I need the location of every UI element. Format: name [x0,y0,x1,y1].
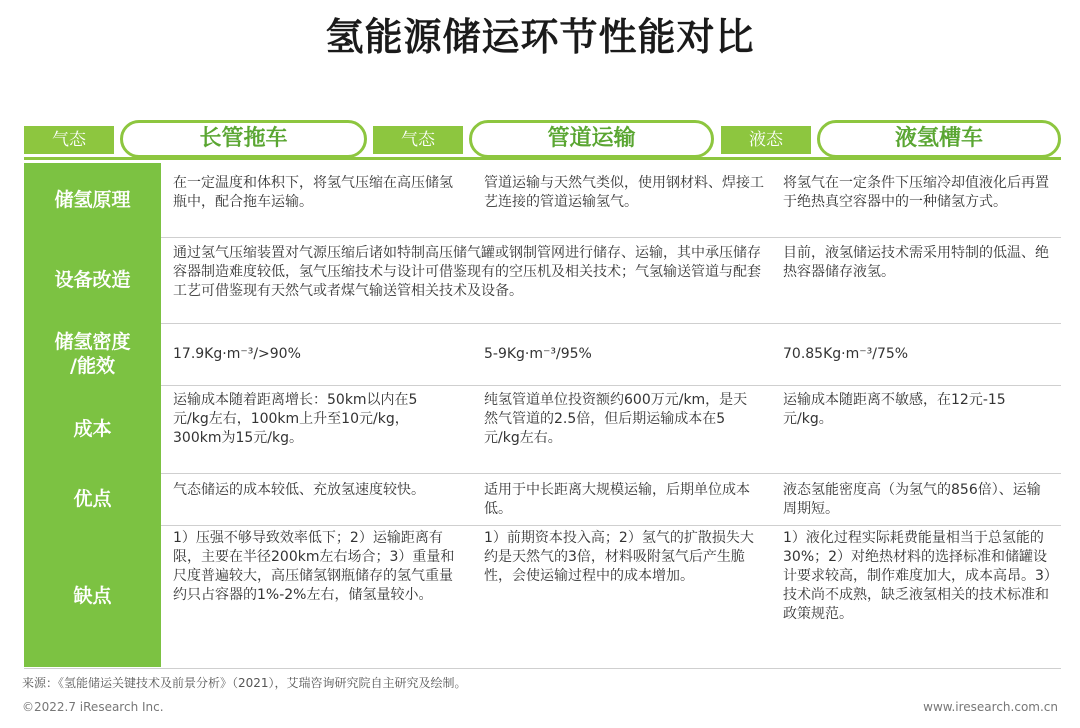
state-tag-gas-2: 气态 [373,126,463,154]
cell-equipment-gas-merged: 通过氢气压缩装置对气源压缩后诸如特制高压储气罐或钢制管网进行储存、运输，其中承压储存容器制造难度较低，氢气压缩技术与设计可借鉴现有的空压机及相关技术；气氢输送管道与配套工艺可借鉴现有天然气或者煤气输送管相关技术及设备。 [173,245,761,299]
cell-cost-liquid-tanker: 运输成本随距离不敏感，在12元-15元/kg。 [783,392,1006,427]
row-label-density [24,323,161,385]
cell-equipment-liquid-tanker: 目前，液氢储运技术需采用特制的低温、绝热容器储存液氢。 [783,245,1049,280]
cell-principle-tube-trailer: 在一定温度和体积下，将氢气压缩在高压储氢瓶中，配合拖车运输。 [173,175,453,210]
cell-cost-pipeline: 纯氢管道单位投资额约600万元/km，是天然气管道的2.5倍，但后期运输成本在5元/kg左右。 [484,392,748,446]
cell-disadvantages-tube-trailer: 1）压强不够导致效率低下；2）运输距离有限，主要在半径200km左右场合；3）重量和尺度普遍较大，高压储氢钢瓶储存的氢气重量约只占容器的1%-2%左右，储氢量较小。 [173,530,455,603]
cell-density-pipeline: 5-9Kg·m⁻³/95% [484,346,592,362]
copyright-text: ©2022.7 iResearch Inc. [22,700,164,714]
row-label-density-line1: 储氢密度 [54,331,131,353]
row-divider [161,385,1061,386]
row-label-disadvantages: 缺点 [73,585,112,607]
column-header-liquid-tanker: 液氢槽车 [817,120,1061,158]
row-label-density-line2: /能效 [70,355,115,377]
row-divider [161,473,1061,474]
row-label-advantages: 优点 [73,488,112,510]
cell-principle-pipeline: 管道运输与天然气类似，使用钢材料、焊接工艺连接的管道运输氢气。 [484,175,764,210]
table-bottom-border [24,668,1061,669]
state-tag-gas-1: 气态 [24,126,114,154]
row-divider [161,237,1061,238]
state-tag-liquid: 液态 [721,126,811,154]
column-header-tube-trailer: 长管拖车 [120,120,367,158]
cell-advantages-pipeline: 适用于中长距离大规模运输，后期单位成本低。 [484,482,750,517]
row-divider [161,323,1061,324]
cell-cost-tube-trailer: 运输成本随着距离增长：50km以内在5元/kg左右，100km上升至10元/kg，300km为15元/kg。 [173,392,418,446]
cell-density-liquid-tanker: 70.85Kg·m⁻³/75% [783,346,909,362]
cell-disadvantages-pipeline: 1）前期资本投入高；2）氢气的扩散损失大约是天然气的3倍，材料吸附氢气后产生脆性，会使运输过程中的成本增加。 [484,530,754,584]
page-title: 氢能源储运环节性能对比 [325,15,755,59]
column-header-pipeline: 管道运输 [469,120,714,158]
cell-density-tube-trailer: 17.9Kg·m⁻³/>90% [173,346,301,362]
source-note: 来源：《氢能储运关键技术及前景分析》（2021），艾瑞咨询研究院自主研究及绘制。 [22,676,467,690]
row-label-equipment: 设备改造 [54,269,131,291]
row-label-principle: 储氢原理 [54,189,131,211]
cell-disadvantages-liquid-tanker: 1）液化过程实际耗费能量相当于总氢能的30%；2）对绝热材料的选择标准和储罐设计要求较高，制作难度加大，成本高昂。3）技术尚不成熟，缺乏液氢相关的技术标准和政策规范。 [783,530,1051,622]
cell-principle-liquid-tanker: 将氢气在一定条件下压缩冷却值液化后再置于绝热真空容器中的一种储氢方式。 [783,175,1049,210]
cell-advantages-liquid-tanker: 液态氢能密度高（为氢气的856倍）、运输周期短。 [783,482,1041,517]
row-divider [161,525,1061,526]
cell-advantages-tube-trailer: 气态储运的成本较低、充放氢速度较快。 [173,482,425,498]
header-divider [24,157,1061,160]
row-label-cost: 成本 [73,418,112,440]
website-url: www.iresearch.com.cn [923,700,1058,714]
